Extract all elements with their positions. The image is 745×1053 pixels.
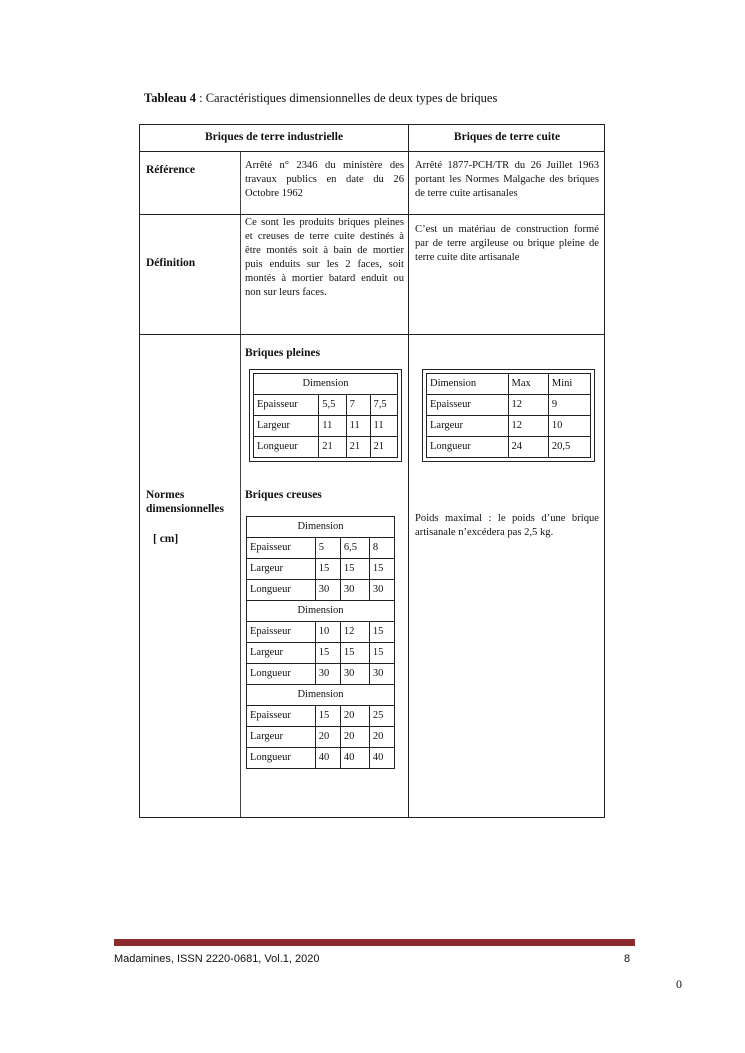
creuses-header: Dimension [247,601,395,622]
creuses-header: Dimension [247,685,395,706]
cell: 11 [370,416,397,437]
normes-unit: [ cm] [153,533,179,545]
cell: 20,5 [548,437,590,458]
cell: 21 [319,437,346,458]
table-row [247,601,395,622]
cell: 10 [548,416,590,437]
creuses-title: Briques creuses [245,489,322,501]
label-column-divider [240,152,241,817]
table-row [254,374,398,395]
cell: 11 [319,416,346,437]
cell: Epaisseur [247,706,316,727]
cell: 15 [315,643,340,664]
normes-label-line2: dimensionnelles [146,503,224,515]
cell: 30 [369,664,394,685]
cell: Longueur [247,580,316,601]
table-caption [144,91,497,106]
cell: Epaisseur [254,395,319,416]
table-row [254,437,398,458]
cell: 20 [340,727,369,748]
cell: Largeur [427,416,509,437]
header-industrial: Briques de terre industrielle [204,131,344,143]
cell: 30 [315,580,340,601]
cell: 15 [369,643,394,664]
cell: 15 [315,706,340,727]
cell: 40 [340,748,369,769]
poids-maximal-text: Poids maximal : le poids d’une brique artisanale n’excédera pas 2,5 kg. [415,513,599,538]
cell: Largeur [254,416,319,437]
cell: 30 [340,580,369,601]
cell: 7,5 [370,395,397,416]
pleines-title: Briques pleines [245,347,321,359]
cell: 12 [508,395,548,416]
table-row [427,374,591,395]
table-row [247,685,395,706]
table-row [247,580,395,601]
cell: Longueur [254,437,319,458]
cell: Epaisseur [247,622,316,643]
column-divider [408,125,409,817]
cell: 25 [369,706,394,727]
cell: 40 [315,748,340,769]
table-row [247,727,395,748]
row-label-reference: Référence [146,164,195,176]
table-row [427,416,591,437]
cell: 40 [369,748,394,769]
cell: Largeur [247,727,316,748]
cell: 30 [340,664,369,685]
cell: Max [508,374,548,395]
cell: 30 [315,664,340,685]
cell: 30 [369,580,394,601]
reference-industrial: Arrêté n° 2346 du ministère des travaux publics en date du 26 Octobre 1962 [245,160,404,199]
cell: 5,5 [319,395,346,416]
definition-cuite: C’est un matériau de construction formé par de terre argileuse ou brique pleine de terre cuite dite artisanale [415,224,599,263]
table-row [247,622,395,643]
definition-industrial: Ce sont les produits briques pleines et creuses de terre cuite destinés à être montés soit à bain de mortier puis enduits sur les 2 faces, soit montés à mortier batard enduit ou non sur leurs faces. [245,217,404,298]
cell: 15 [369,559,394,580]
cell: 8 [369,538,394,559]
row-label-definition: Définition [146,257,196,269]
cell: 20 [369,727,394,748]
creuses-table [246,516,395,769]
header-cuite: Briques de terre cuite [453,131,561,143]
cell: Longueur [247,748,316,769]
row-rule-definition [140,334,604,335]
table-row [254,416,398,437]
table-row [247,706,395,727]
cell: 10 [315,622,340,643]
cell: 24 [508,437,548,458]
table-row [247,643,395,664]
cell: Epaisseur [247,538,316,559]
cell: 7 [346,395,370,416]
cell: 5 [315,538,340,559]
cell: 21 [370,437,397,458]
cell: 11 [346,416,370,437]
table-row [247,517,395,538]
cell: 20 [315,727,340,748]
cell: 15 [315,559,340,580]
page-marker: 0 [676,977,682,991]
cell: Epaisseur [427,395,509,416]
cell: 9 [548,395,590,416]
footer-journal: Madamines, ISSN 2220-0681, Vol.1, 2020 [114,953,320,965]
cell: 15 [340,643,369,664]
caption-text: : Caractéristiques dimensionnelles de deux types de briques [196,91,498,105]
main-table [139,124,605,818]
cell: 15 [369,622,394,643]
table-row [427,395,591,416]
cell: Longueur [427,437,509,458]
caption-label: Tableau 4 [144,91,196,105]
table-row [254,395,398,416]
cell: 6,5 [340,538,369,559]
header-rule [140,151,604,152]
table-row [427,437,591,458]
cell: 21 [346,437,370,458]
pleines-table [253,373,398,458]
pleines-header: Dimension [254,374,398,395]
reference-cuite: Arrêté 1877-PCH/TR du 26 Juillet 1963 portant les Normes Malgache des briques de terre cuite artisanales [415,160,599,199]
footer-page-number: 8 [624,953,631,965]
cell: 12 [340,622,369,643]
cell: 12 [508,416,548,437]
table-row [247,748,395,769]
cell: 20 [340,706,369,727]
footer-bar [114,939,635,946]
cuite-table [426,373,591,458]
cell: 15 [340,559,369,580]
cell: Largeur [247,559,316,580]
cell: Longueur [247,664,316,685]
normes-label-line1: Normes [146,489,185,501]
cell: Dimension [427,374,509,395]
table-row [247,559,395,580]
cell: Largeur [247,643,316,664]
row-label-normes [146,488,224,516]
cell: Mini [548,374,590,395]
table-row [247,664,395,685]
table-row [247,538,395,559]
creuses-header: Dimension [247,517,395,538]
